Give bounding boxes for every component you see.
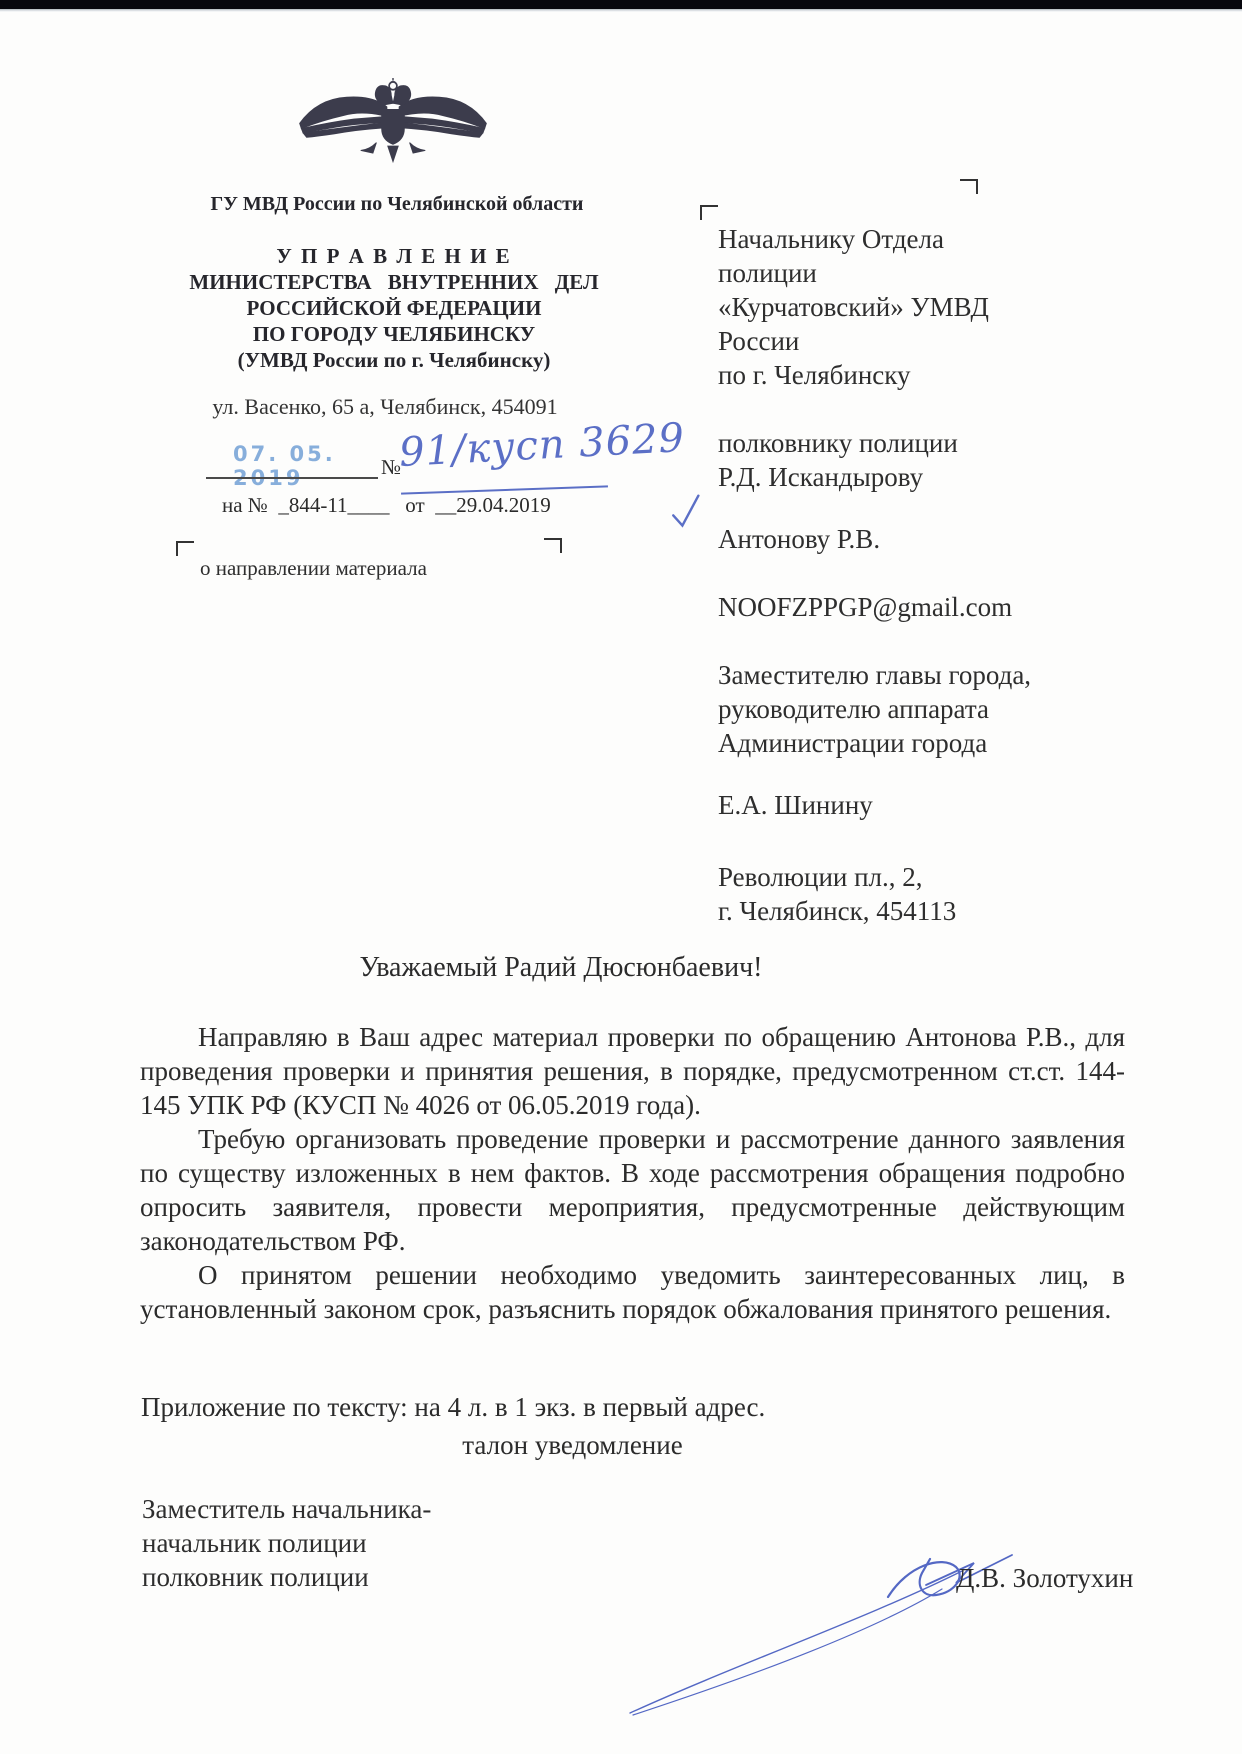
signer-position-line: Заместитель начальника- [142, 1494, 432, 1524]
corner-bracket-close-icon [544, 538, 562, 553]
recipient-city-address [718, 860, 1048, 928]
recipient-line: «Курчатовский» УМВД России [718, 292, 989, 356]
signer-name: Д.В. Золотухин [956, 1563, 1134, 1593]
recipient-line: Заместителю главы города, [718, 660, 1032, 690]
org-line-upravlenie: У П Р А В Л Е Н И Е [276, 244, 512, 268]
recipient-line: Р.Д. Искандырову [718, 462, 924, 492]
recipient-bracket-close-icon [960, 179, 978, 194]
body-paragraph-1: Направляю в Ваш адрес материал проверки по обращению Антонова Р.В., для проведения проверки и принятия решения, в порядке, предусмотренном ст.ст. 144-145 УПК РФ (КУСП № 4026 от 06.05.2019 года). [140, 1022, 1125, 1120]
body-paragraph-2: Требую организовать проведение проверки и рассмотрение данного заявления по существу изложенных в нем фактов. В ходе рассмотрения обращения подробно опросить заявителя, провести мероприятия, предусмотренные действующим законодательством РФ. [140, 1124, 1125, 1256]
reference-number-line: на № _844-11____ от __29.04.2019 [222, 493, 551, 517]
handwritten-checkmark-icon [670, 494, 704, 530]
recipient-line: Революции пл., 2, [718, 862, 923, 892]
signer-position-line: полковник полиции [142, 1562, 369, 1592]
recipient-bracket-open-icon [700, 205, 718, 220]
mvd-double-eagle-emblem-icon [287, 78, 499, 174]
letter-body [140, 1020, 1125, 1326]
number-sign-label: № [381, 455, 402, 479]
recipient-line: Е.А. Шинину [718, 790, 873, 820]
scan-artifact-band [0, 0, 1242, 9]
corner-bracket-open-icon [176, 541, 194, 556]
sender-postal-address: ул. Васенко, 65 а, Челябинск, 454091 [212, 394, 558, 419]
org-line-gorodu: ПО ГОРОДУ ЧЕЛЯБИНСКУ [252, 322, 536, 346]
recipient-rank-name [718, 426, 1048, 494]
organization-name-block [148, 243, 640, 373]
signer-position-block [142, 1492, 431, 1594]
scan-artifact-edge [0, 9, 1242, 12]
body-paragraph-3: О принятом решении необходимо уведомить заинтересованных лиц, в установленный законом срок, разъяснить порядок обжалования принятого решения. [140, 1260, 1125, 1324]
recipient-line: полковнику полиции [718, 428, 958, 458]
org-line-federacii: РОССИЙСКОЙ ФЕДЕРАЦИИ [246, 296, 542, 320]
date-underline [206, 477, 378, 479]
salutation-line: Уважаемый Радий Дюсюнбаевич! [359, 952, 763, 983]
attachment-note-line: талон уведомление [462, 1430, 683, 1460]
recipient-police-chief [718, 222, 1048, 392]
recipient-deputy-head [718, 658, 1048, 760]
handwritten-outgoing-number: 91/кусп 3629 [397, 415, 687, 476]
attachment-line: Приложение по тексту: на 4 л. в 1 экз. в первый адрес. [141, 1392, 766, 1422]
recipient-line: г. Челябинск, 454113 [718, 896, 957, 926]
recipient-line: руководителю аппарата [718, 694, 989, 724]
recipient-line: Начальнику Отдела полиции [718, 224, 944, 288]
recipient-line: Антонову Р.В. [718, 524, 881, 554]
letter-subject: о направлении материала [200, 556, 427, 580]
recipient-applicant [718, 522, 1048, 556]
recipient-block [718, 222, 1048, 962]
signer-position-line: начальник полиции [142, 1528, 367, 1558]
recipient-line: по г. Челябинску [718, 360, 911, 390]
date-stamp: 07. 05. 2019 [233, 442, 336, 490]
email-text: NOOFZPPGP@gmail.com [718, 592, 1013, 622]
recipient-deputy-name [718, 788, 1048, 822]
recipient-email [718, 590, 1048, 624]
org-line-ministerstva: МИНИСТЕРСТВА ВНУТРЕННИХ ДЕЛ [189, 270, 599, 294]
recipient-line: Администрации города [718, 728, 988, 758]
parent-organization-title: ГУ МВД России по Челябинской области [210, 193, 584, 215]
org-line-umvd: (УМВД России по г. Челябинску) [237, 348, 551, 372]
